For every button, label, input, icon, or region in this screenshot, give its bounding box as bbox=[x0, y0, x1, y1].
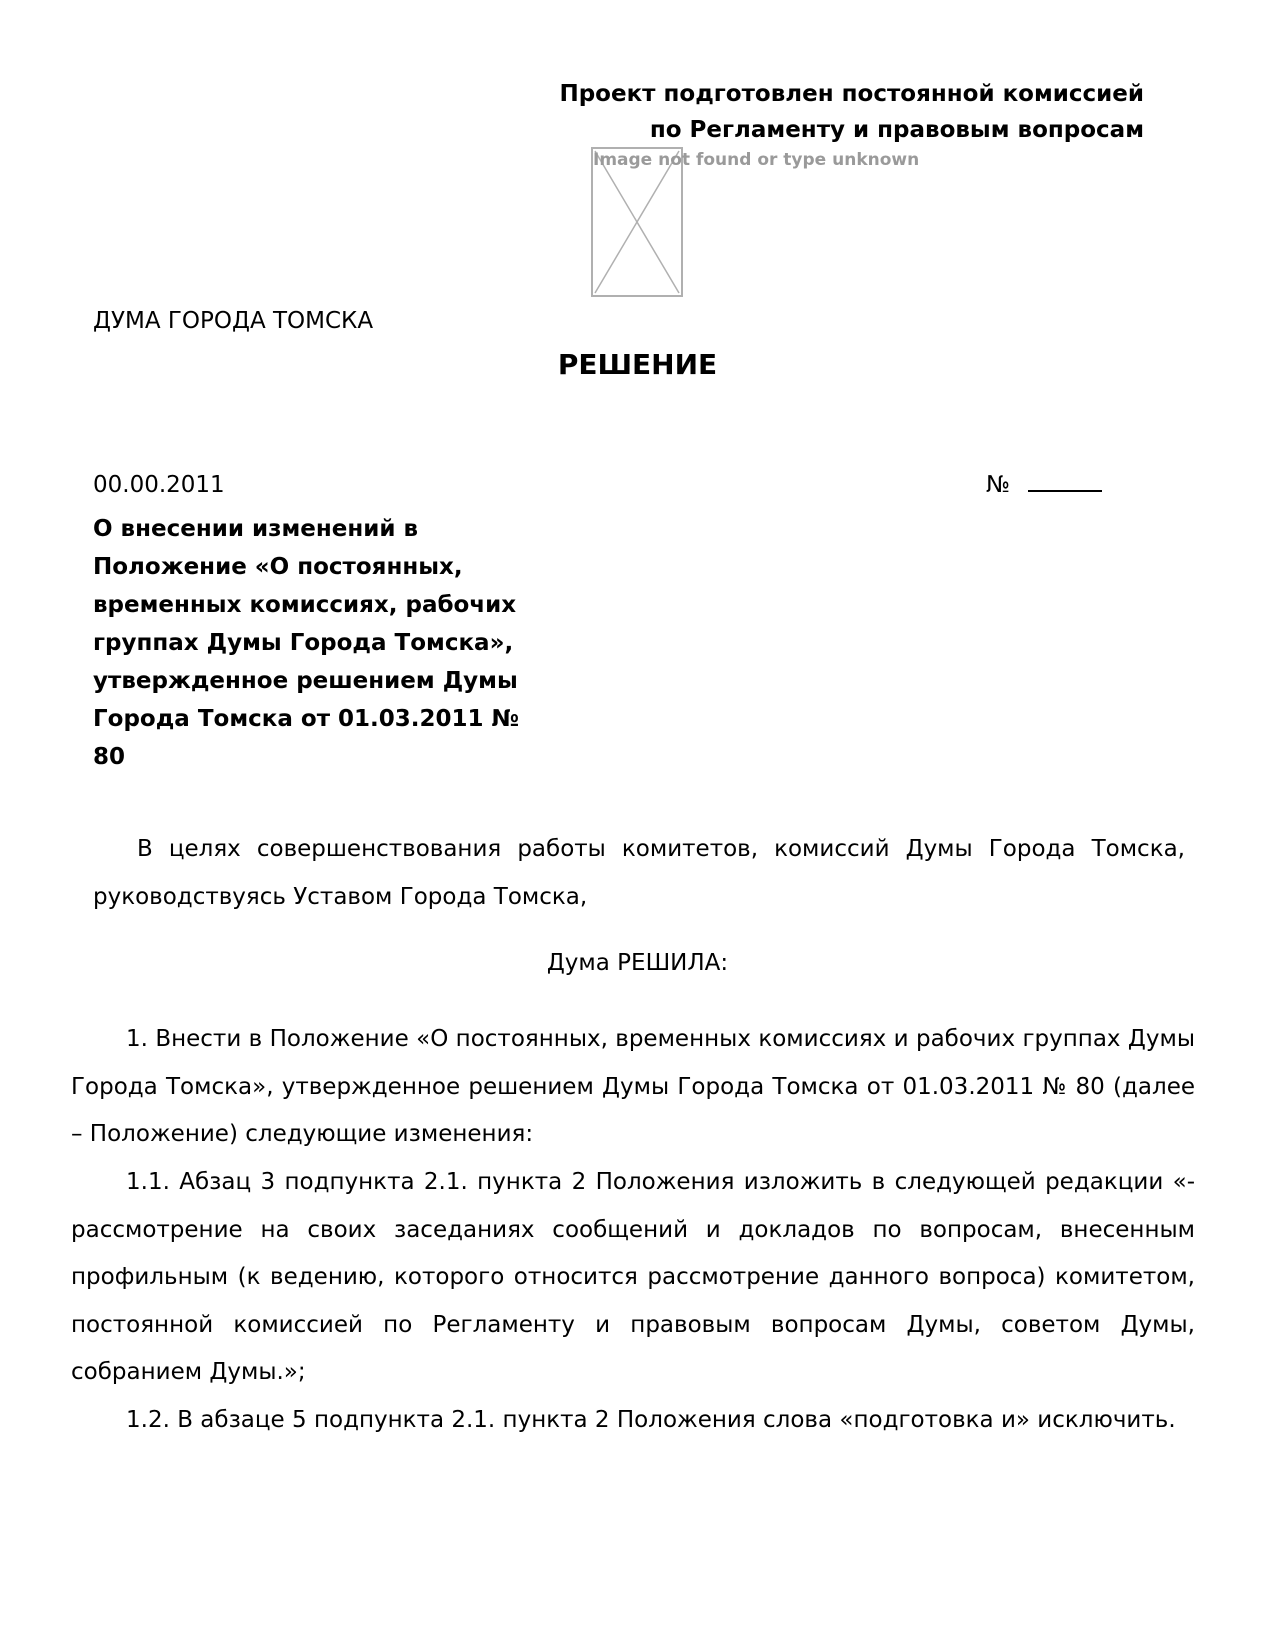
preamble-paragraph: В целях совершенствования работы комитетов, комиссий Думы Города Томска, руководствуясь Уставом Города Томска, bbox=[93, 836, 1185, 910]
image-alt-text: Image not found or type unknown bbox=[593, 150, 920, 170]
document-subject: О внесении изменений в Положение «О постоянных, временных комиссиях, рабочих группах Думы Города Томска», утвержденное решением Думы Города Томска от 01.03.2011 № 80 bbox=[93, 516, 520, 770]
document-date: 00.00.2011 bbox=[93, 472, 225, 498]
project-note bbox=[559, 76, 1144, 148]
document-number bbox=[986, 469, 1102, 501]
document-number-blank bbox=[1028, 470, 1102, 492]
project-note-line-2: по Регламенту и правовым вопросам bbox=[649, 117, 1144, 143]
item-1-1-paragraph: 1.1. Абзац 3 подпункта 2.1. пункта 2 Положения изложить в следующей редакции «- рассмотрение на своих заседаниях сообщений и докладов по вопросам, внесенным профильным (к ведению, которого относится рассмотрение данного вопроса) комитетом, постоянной комиссией по Регламенту и правовым вопросам Думы, советом Думы, собранием Думы.»; bbox=[71, 1169, 1195, 1385]
item-1-paragraph: 1. Внести в Положение «О постоянных, временных комиссиях и рабочих группах Думы Города Томска», утвержденное решением Думы Города Томска от 01.03.2011 № 80 (далее – Положение) следующие изменения: bbox=[71, 1026, 1195, 1147]
decided-heading: Дума РЕШИЛА: bbox=[546, 950, 729, 976]
document-type-title: РЕШЕНИЕ bbox=[557, 348, 718, 381]
document-number-label: № bbox=[986, 472, 1010, 498]
organization-name: ДУМА ГОРОДА ТОМСКА bbox=[93, 308, 374, 334]
project-note-line-1: Проект подготовлен постоянной комиссией bbox=[559, 81, 1144, 107]
item-1-2-paragraph: 1.2. В абзаце 5 подпункта 2.1. пункта 2 Положения слова «подготовка и» исключить. bbox=[126, 1407, 1176, 1433]
